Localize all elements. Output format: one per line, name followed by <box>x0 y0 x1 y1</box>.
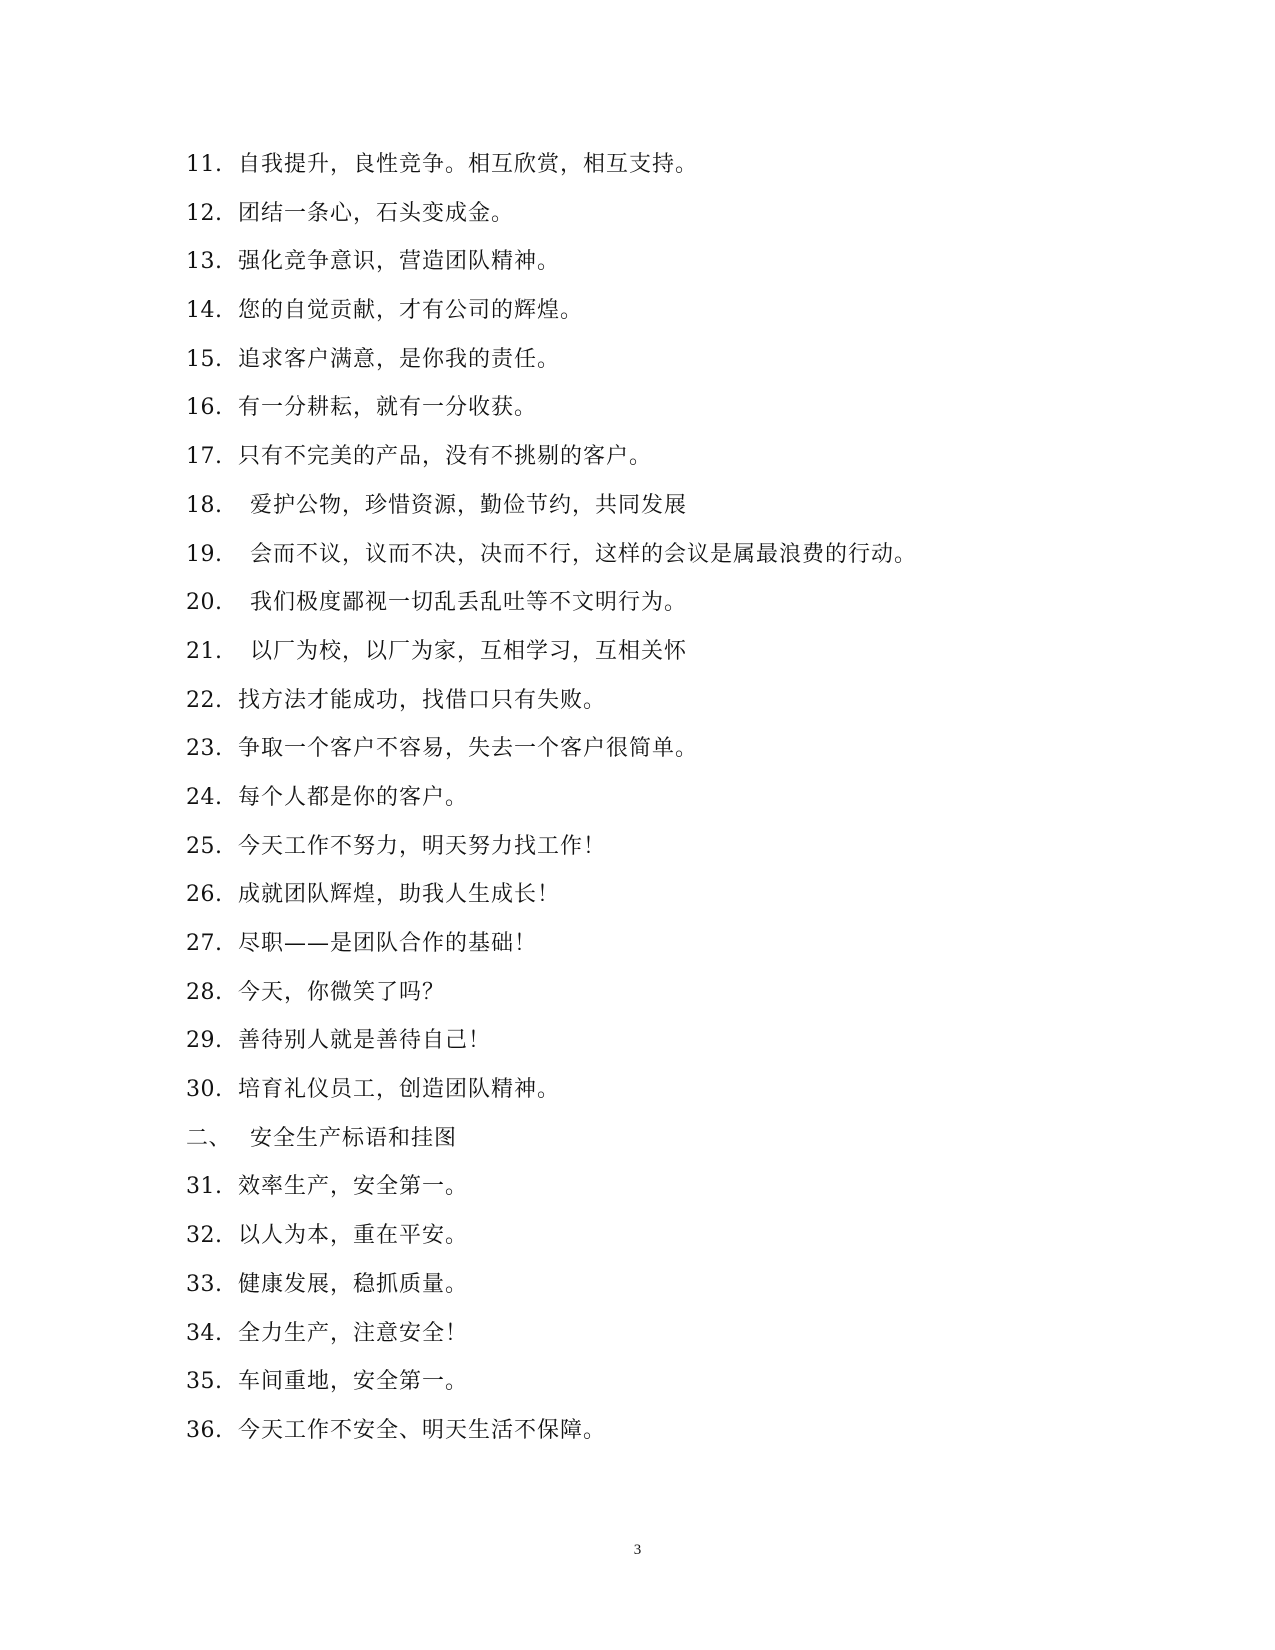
item-text: 争取一个客户不容易，失去一个客户很简单。 <box>238 736 699 762</box>
item-text: 找方法才能成功，找借口只有失败。 <box>238 687 607 713</box>
item-text: 会而不议，议而不决，决而不行，这样的会议是属最浪费的行动。 <box>250 541 918 567</box>
list-item <box>186 395 1086 444</box>
item-number: 11. <box>186 152 223 177</box>
item-text: 善待别人就是善待自己！ <box>238 1028 492 1054</box>
section-heading <box>186 1126 1086 1175</box>
item-text: 您的自觉贡献，才有公司的辉煌。 <box>238 298 584 324</box>
item-number: 32. <box>186 1223 223 1249</box>
list-item <box>186 1174 1086 1223</box>
item-text: 今天工作不努力，明天努力找工作！ <box>238 833 607 859</box>
list-item <box>186 882 1086 931</box>
item-number: 23. <box>186 736 223 762</box>
item-number: 36. <box>186 1417 223 1443</box>
item-number: 16. <box>186 395 223 421</box>
item-number: 26. <box>186 882 223 908</box>
list-item <box>186 688 1086 737</box>
slogan-list <box>186 152 1086 1467</box>
item-number: 33. <box>186 1271 223 1297</box>
item-number: 20. <box>186 590 223 616</box>
item-text: 今天工作不安全、明天生活不保障。 <box>238 1417 607 1443</box>
item-number: 22. <box>186 687 223 713</box>
list-item <box>186 639 1086 688</box>
item-number: 28. <box>186 979 223 1005</box>
item-text: 强化竞争意识，营造团队精神。 <box>238 249 561 275</box>
item-number: 24. <box>186 784 223 810</box>
section-title: 安全生产标语和挂图 <box>250 1125 458 1151</box>
list-item <box>186 1321 1086 1370</box>
list-item <box>186 1077 1086 1126</box>
item-number: 12. <box>186 200 223 226</box>
list-item <box>186 1369 1086 1418</box>
item-text: 效率生产，安全第一。 <box>238 1174 469 1200</box>
item-number: 29. <box>186 1028 223 1054</box>
item-text: 有一分耕耘，就有一分收获。 <box>238 395 538 421</box>
item-number: 18. <box>186 492 223 518</box>
item-text: 全力生产，注意安全！ <box>238 1320 469 1346</box>
list-item <box>186 980 1086 1029</box>
item-text: 爱护公物，珍惜资源，勤俭节约，共同发展 <box>250 492 688 518</box>
item-text: 以厂为校，以厂为家，互相学习，互相关怀 <box>250 638 688 664</box>
list-item <box>186 931 1086 980</box>
item-number: 27. <box>186 931 223 956</box>
item-text: 自我提升，良性竞争。相互欣赏，相互支持。 <box>238 152 699 177</box>
item-text: 车间重地，安全第一。 <box>238 1369 469 1395</box>
list-item <box>186 298 1086 347</box>
item-text: 健康发展，稳抓质量。 <box>238 1271 469 1297</box>
item-text: 以人为本，重在平安。 <box>238 1223 469 1249</box>
item-number: 25. <box>186 833 223 859</box>
item-number: 31. <box>186 1174 223 1200</box>
list-item <box>186 493 1086 542</box>
list-item <box>186 736 1086 785</box>
item-number: 30. <box>186 1077 223 1103</box>
item-number: 13. <box>186 249 223 275</box>
item-number: 34. <box>186 1320 223 1346</box>
list-item <box>186 1272 1086 1321</box>
item-text: 成就团队辉煌，助我人生成长！ <box>238 882 561 908</box>
list-item <box>186 834 1086 883</box>
item-number: 19. <box>186 541 223 567</box>
section-number: 二、 <box>186 1125 232 1151</box>
list-item <box>186 347 1086 396</box>
item-text: 追求客户满意，是你我的责任。 <box>238 346 561 372</box>
list-item <box>186 444 1086 493</box>
item-text: 尽职——是团队合作的基础！ <box>238 931 538 956</box>
item-text: 只有不完美的产品，没有不挑剔的客户。 <box>238 444 653 470</box>
list-item <box>186 1418 1086 1467</box>
list-item <box>186 152 1086 201</box>
item-number: 14. <box>186 298 223 324</box>
list-item <box>186 1223 1086 1272</box>
page-number: 3 <box>633 1542 642 1558</box>
list-item <box>186 201 1086 250</box>
item-text: 每个人都是你的客户。 <box>238 784 469 810</box>
list-item <box>186 1028 1086 1077</box>
item-number: 15. <box>186 346 223 372</box>
list-item <box>186 785 1086 834</box>
item-text: 我们极度鄙视一切乱丢乱吐等不文明行为。 <box>250 590 688 616</box>
list-item <box>186 249 1086 298</box>
item-text: 团结一条心，石头变成金。 <box>238 200 515 226</box>
item-number: 17. <box>186 444 223 470</box>
list-item <box>186 542 1086 591</box>
item-number: 35. <box>186 1369 223 1395</box>
list-item <box>186 590 1086 639</box>
item-text: 培育礼仪员工，创造团队精神。 <box>238 1077 561 1103</box>
item-number: 21. <box>186 638 223 664</box>
item-text: 今天，你微笑了吗？ <box>238 979 446 1005</box>
